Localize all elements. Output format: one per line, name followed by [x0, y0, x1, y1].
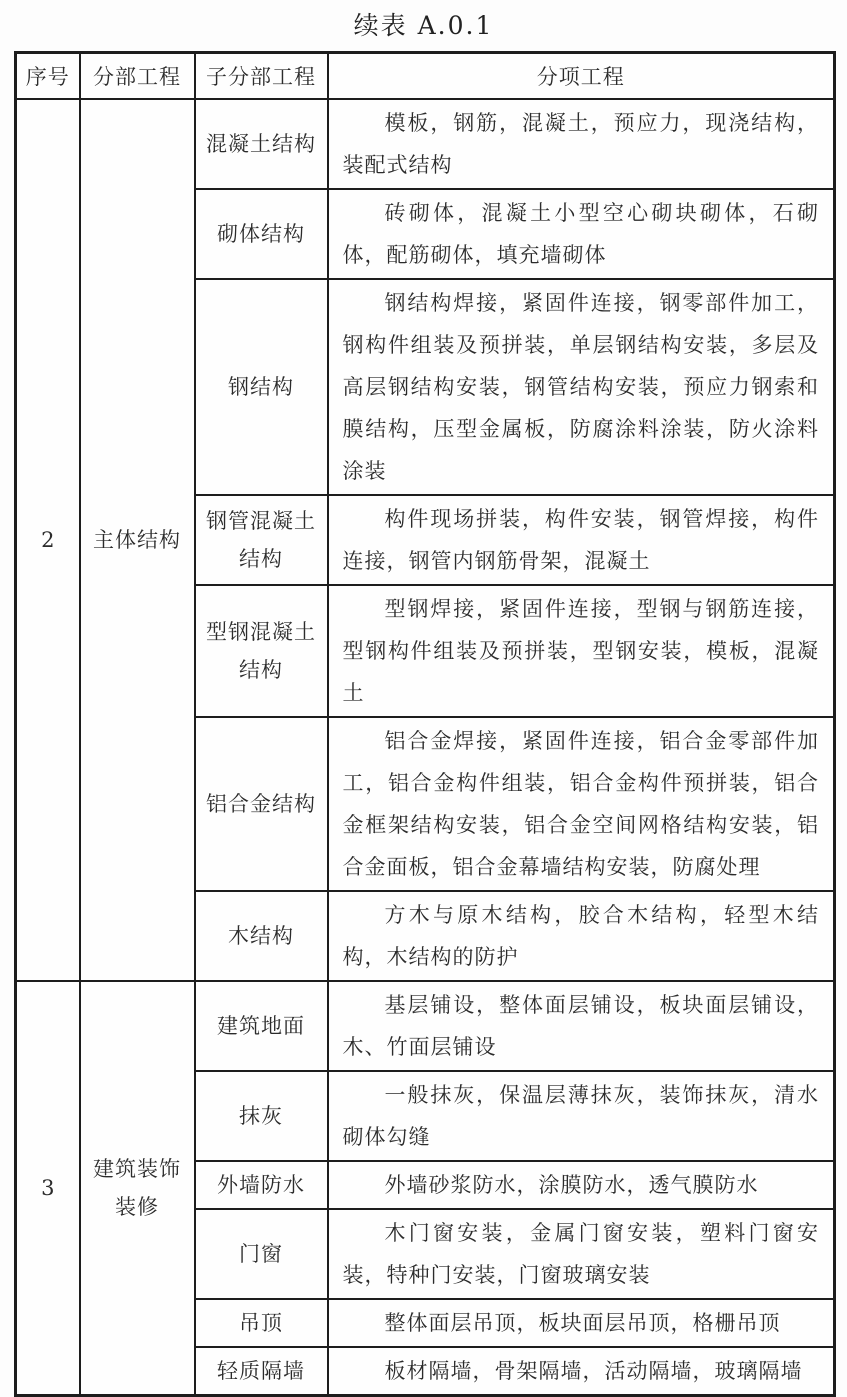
item-works-cell: 板材隔墙，骨架隔墙，活动隔墙，玻璃隔墙 — [328, 1347, 835, 1396]
subdivision-cell: 吊顶 — [195, 1299, 328, 1347]
item-works-cell: 模板，钢筋，混凝土，预应力，现浇结构，装配式结构 — [328, 99, 835, 189]
item-works-cell: 基层铺设，整体面层铺设，板块面层铺设，木、竹面层铺设 — [328, 981, 835, 1071]
subdivision-cell: 钢管混凝土结构 — [195, 495, 328, 585]
division-cell: 建筑装饰装修 — [80, 981, 195, 1396]
header-row — [16, 53, 835, 99]
item-works-cell: 外墙砂浆防水，涂膜防水，透气膜防水 — [328, 1161, 835, 1209]
item-works-cell: 砖砌体，混凝土小型空心砌块砌体，石砌体，配筋砌体，填充墙砌体 — [328, 189, 835, 279]
item-works-cell: 一般抹灰，保温层薄抹灰，装饰抹灰，清水砌体勾缝 — [328, 1071, 835, 1161]
item-works-cell: 构件现场拼装，构件安装，钢管焊接，构件连接，钢管内钢筋骨架，混凝土 — [328, 495, 835, 585]
subdivision-cell: 建筑地面 — [195, 981, 328, 1071]
subdivision-cell: 门窗 — [195, 1209, 328, 1299]
subdivision-cell: 抹灰 — [195, 1071, 328, 1161]
subdivision-cell: 钢结构 — [195, 279, 328, 495]
subdivision-cell: 木结构 — [195, 891, 328, 981]
column-header-item: 分项工程 — [328, 53, 835, 99]
column-header-subdivision: 子分部工程 — [195, 53, 328, 99]
item-works-cell: 木门窗安装，金属门窗安装，塑料门窗安装，特种门安装，门窗玻璃安装 — [328, 1209, 835, 1299]
subdivision-cell: 砌体结构 — [195, 189, 328, 279]
division-subdivision-item-table — [14, 51, 836, 1397]
column-header-division: 分部工程 — [80, 53, 195, 99]
item-works-cell: 型钢焊接，紧固件连接，型钢与钢筋连接，型钢构件组装及预拼装，型钢安装，模板，混凝土 — [328, 585, 835, 717]
subdivision-cell: 型钢混凝土结构 — [195, 585, 328, 717]
item-works-cell: 铝合金焊接，紧固件连接，铝合金零部件加工，铝合金构件组装，铝合金构件预拼装，铝合金框架结构安装，铝合金空间网格结构安装，铝合金面板，铝合金幕墙结构安装，防腐处理 — [328, 717, 835, 891]
item-works-cell: 整体面层吊顶，板块面层吊顶，格栅吊顶 — [328, 1299, 835, 1347]
table-row — [16, 99, 835, 189]
subdivision-cell: 轻质隔墙 — [195, 1347, 328, 1396]
table-row — [16, 981, 835, 1071]
item-works-cell: 钢结构焊接，紧固件连接，钢零部件加工，钢构件组装及预拼装，单层钢结构安装，多层及高层钢结构安装，钢管结构安装，预应力钢索和膜结构，压型金属板，防腐涂料涂装，防火涂料涂装 — [328, 279, 835, 495]
subdivision-cell: 铝合金结构 — [195, 717, 328, 891]
item-works-cell: 方木与原木结构，胶合木结构，轻型木结构，木结构的防护 — [328, 891, 835, 981]
serial-number-cell: 2 — [16, 99, 80, 981]
serial-number-cell: 3 — [16, 981, 80, 1396]
column-header-serial: 序号 — [16, 53, 80, 99]
table-title: 续表 A.0.1 — [353, 11, 494, 40]
subdivision-cell: 混凝土结构 — [195, 99, 328, 189]
division-cell: 主体结构 — [80, 99, 195, 981]
subdivision-cell: 外墙防水 — [195, 1161, 328, 1209]
